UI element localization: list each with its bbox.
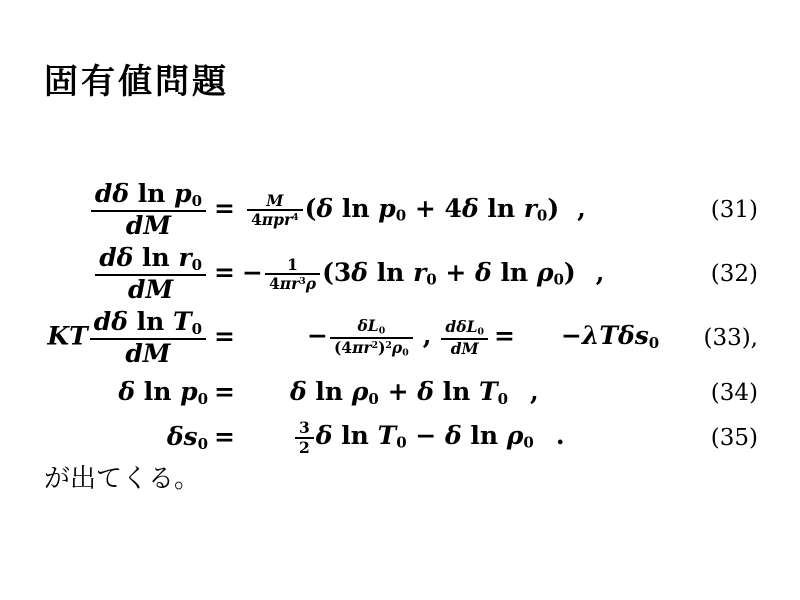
equation-35 [28, 415, 758, 460]
equation-34-rhs: δ ln ρ0 + δ ln T0 , [290, 377, 539, 408]
equation-34-lhs: δ ln p0 = [118, 377, 235, 408]
equation-32 [28, 242, 758, 306]
equation-33-rhs: − $\frac{\delta L0}{(4\pi r^2)^2\rho 0}$ , $\frac{\text{dδL0}}{dM}$ = −λTδs0 [307, 316, 660, 359]
equation-35-lhs: δs0 = [166, 422, 235, 453]
equation-35-number: (35) [710, 424, 758, 451]
equation-32-lhs: $\frac{\text{dδ ln r0}}{dM}$ = [28, 244, 235, 304]
equation-35-rhs: $\frac{3}{2}$ δ ln T0 − δ ln ρ0 . [235, 419, 686, 456]
equation-31-lhs: $\frac{\text{dδ ln p0}}{dM}$ = [28, 180, 235, 240]
equation-33-number: (33), [703, 325, 758, 351]
footer-text: が出てくる。 [44, 464, 201, 494]
equation-block [28, 178, 758, 460]
equation-31-number: (31) [710, 197, 758, 223]
slide-title: 固有値問題 [44, 62, 229, 102]
equation-31 [28, 178, 758, 242]
equation-32-rhs: − $\frac{1}{4\pi r^3\rho}$ (3δ ln r0 + δ ln ρ0) , [242, 254, 605, 293]
equation-34-number: (34) [710, 379, 758, 406]
equation-32-number: (32) [710, 261, 758, 287]
equation-34 [28, 370, 758, 415]
equation-33 [28, 306, 758, 370]
equation-33-lhs: KT $\frac{\text{dδ ln T0}}{dM}$ = [47, 307, 235, 368]
equation-31-rhs: $\frac{M}{4\pi pr^4}$ (δ ln p0 + 4δ ln r0) , [235, 192, 686, 229]
